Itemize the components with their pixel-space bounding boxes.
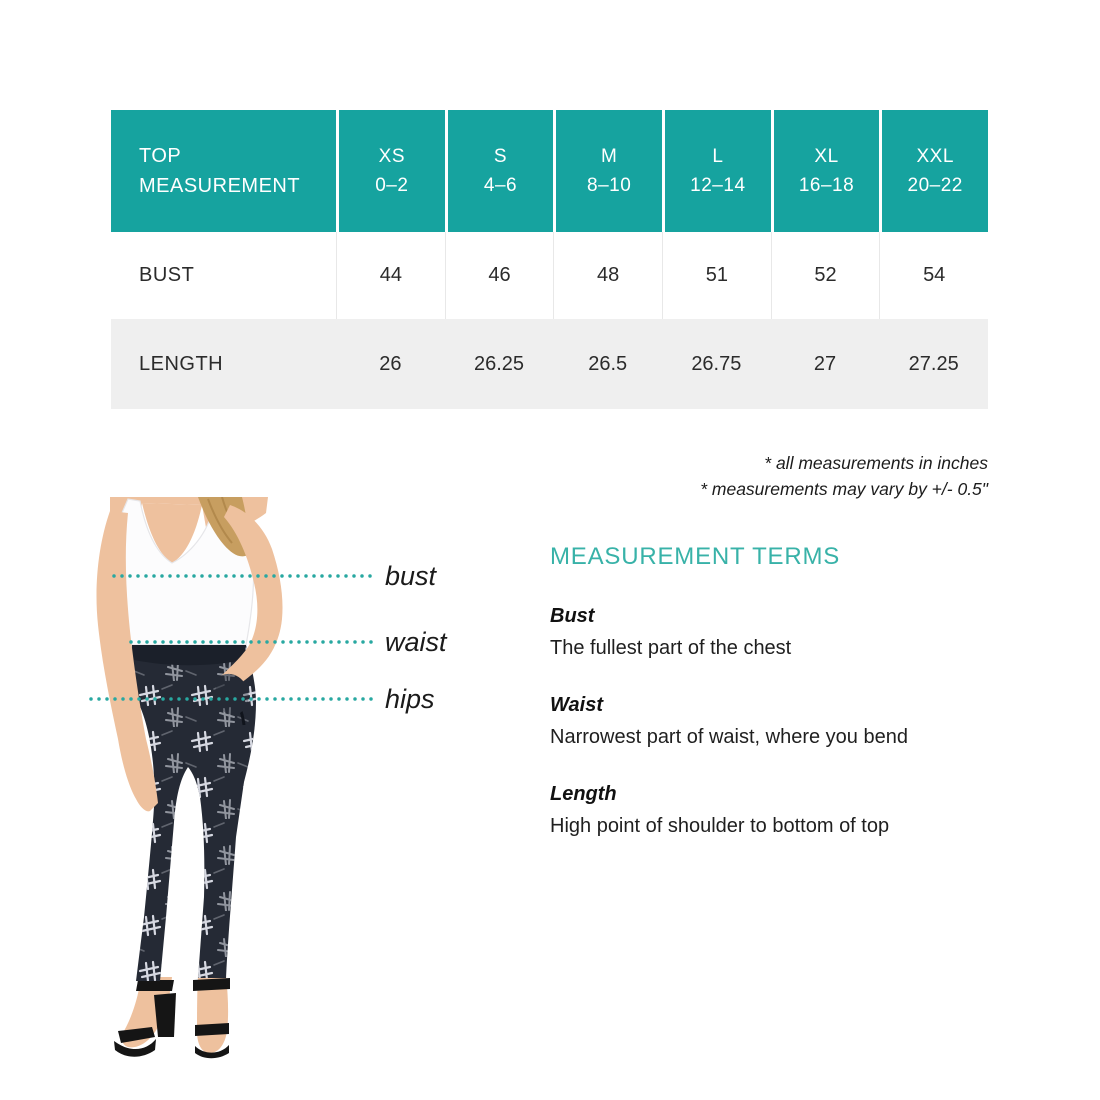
header-col-s [445, 110, 554, 232]
note-variance: * measurements may vary by +/- 0.5" [700, 479, 988, 499]
length-s: 26.25 [445, 319, 554, 409]
size-range: 8–10 [587, 175, 632, 196]
size-range: 16–18 [798, 175, 855, 196]
table-title: TOP MEASUREMENT [139, 145, 301, 197]
term-definition: High point of shoulder to bottom of top [550, 815, 890, 837]
bust-xxl: 54 [879, 232, 988, 319]
length-l: 26.75 [662, 319, 771, 409]
header-col-xs [336, 110, 445, 232]
bust-line-label: bust [385, 561, 437, 591]
hips-measure-line [87, 697, 373, 701]
size-label: XL [814, 146, 839, 167]
term-definition: Narrowest part of waist, where you bend [550, 726, 908, 748]
term-name: Length [550, 783, 617, 805]
length-xs: 26 [336, 319, 445, 409]
term-definition: The fullest part of the chest [550, 637, 792, 659]
measurement-terms-section [550, 543, 1000, 872]
table-header-title-cell [111, 110, 336, 232]
hips-line-label: hips [385, 684, 435, 714]
measurement-notes [700, 450, 988, 502]
size-label: XS [378, 146, 406, 167]
bust-xl: 52 [771, 232, 880, 319]
model-illustration [80, 497, 340, 1080]
size-label: XXL [916, 146, 954, 167]
left-sandal-strap [136, 980, 174, 991]
waist-measure-line [127, 640, 373, 644]
bust-m: 48 [553, 232, 662, 319]
term-waist [550, 694, 1000, 749]
table-header-row [111, 110, 988, 232]
size-range: 20–22 [907, 175, 963, 196]
size-range: 12–14 [690, 175, 746, 196]
size-label: S [493, 146, 508, 167]
size-chart-table [111, 110, 988, 409]
waistband [132, 645, 246, 665]
terms-title: MEASUREMENT TERMS [550, 543, 841, 570]
table-row-length [111, 319, 988, 409]
waist-line-label: waist [385, 627, 447, 657]
size-label: L [712, 146, 724, 167]
header-col-m [553, 110, 662, 232]
length-xl: 27 [771, 319, 880, 409]
term-name: Waist [550, 694, 603, 716]
row-label: LENGTH [111, 319, 336, 409]
right-sandal-strap [193, 978, 230, 991]
bust-xs: 44 [336, 232, 445, 319]
row-label: BUST [111, 232, 336, 319]
header-col-l [662, 110, 771, 232]
bust-l: 51 [662, 232, 771, 319]
right-sandal-toe-strap [195, 1023, 229, 1036]
term-name: Bust [550, 605, 595, 627]
size-range: 0–2 [375, 175, 409, 196]
note-inches: * all measurements in inches [764, 453, 988, 473]
bust-s: 46 [445, 232, 554, 319]
length-xxl: 27.25 [879, 319, 988, 409]
table-row-bust [111, 232, 988, 319]
model-photo [80, 497, 340, 1080]
header-col-xxl [879, 110, 988, 232]
header-col-xl [771, 110, 880, 232]
term-length [550, 783, 1000, 838]
size-label: M [601, 146, 618, 167]
bust-measure-line [110, 574, 373, 578]
left-sandal-heel [154, 993, 176, 1037]
length-m: 26.5 [553, 319, 662, 409]
term-bust [550, 605, 1000, 660]
size-range: 4–6 [483, 175, 518, 196]
